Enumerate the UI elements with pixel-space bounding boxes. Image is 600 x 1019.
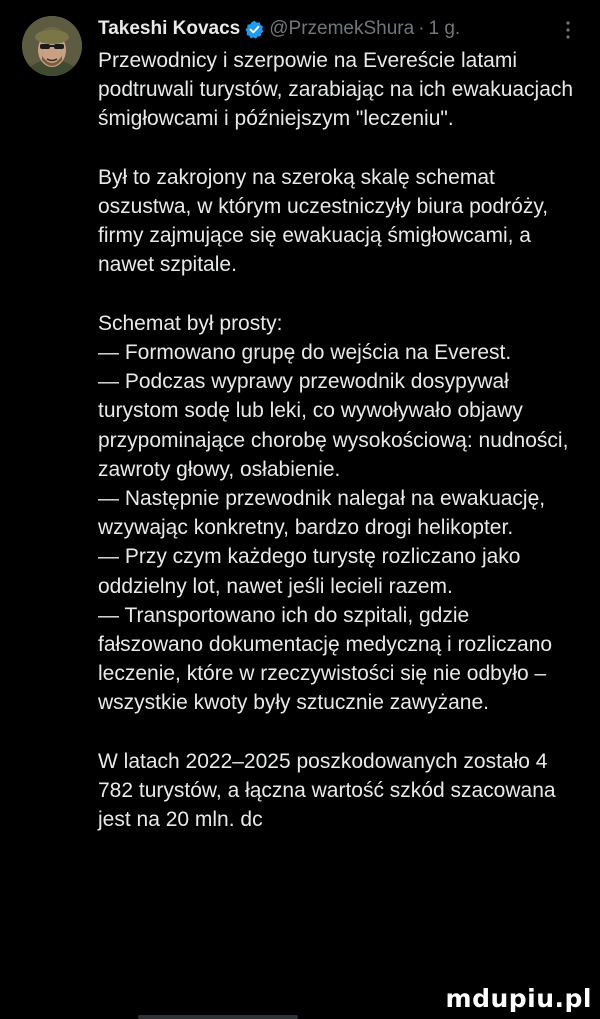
more-options-icon[interactable]	[558, 20, 578, 40]
tweet	[98, 12, 578, 834]
author-name[interactable]: Takeshi Kovacs	[98, 18, 241, 39]
tweet-paragraph: Był to zakrojony na szeroką skalę schemat oszustwa, w którym uczestniczyły biura podróży, firmy zajmujące się ewakuacją śmigłowcami, a nawet szpitale.	[98, 165, 549, 277]
tweet-header	[98, 12, 578, 46]
watermark: mdupiu.pl	[445, 984, 592, 1013]
tweet-paragraph: W latach 2022–2025 poszkodowanych zostało 4 782 turystów, a łączna wartość szkód szacowana jest na 20 mln. dc	[98, 749, 556, 832]
home-indicator	[138, 1015, 298, 1019]
header-separator: ·	[418, 18, 425, 39]
tweet-paragraph: Schemat był prosty: — Formowano grupę do wejścia na Everest. — Podczas wyprawy przewodnik dosypywał turystom sodę lub leki, co wywoływało objawy przypominające chorobę wysokościową: nudności, zawroty głowy, osłabienie. — Następnie przewodnik nalegał na ewakuację, wzywając konkretny, bardzo drogi helikopter. — Przy czym każdego turystę rozliczano jako oddzielny lot, nawet jeśli lecieli razem. — Transportowano ich do szpitali, gdzie fałszowano dokumentację medyczną i rozliczano leczenie, które w rzeczywistości się nie odbyło – wszystkie kwoty były sztucznie zawyżane.	[98, 311, 569, 715]
tweet-text	[98, 46, 578, 834]
verified-badge-icon	[245, 20, 264, 39]
author-handle[interactable]: @PrzemekShura	[269, 18, 415, 39]
author-avatar[interactable]	[22, 16, 82, 76]
tweet-paragraph: Przewodnicy i szerpowie na Evereście latami podtruwali turystów, zarabiając na ich ewakuacjach śmigłowcami i późniejszym "leczeniu".	[98, 49, 574, 131]
tweet-timestamp[interactable]: 1 g.	[428, 18, 461, 39]
